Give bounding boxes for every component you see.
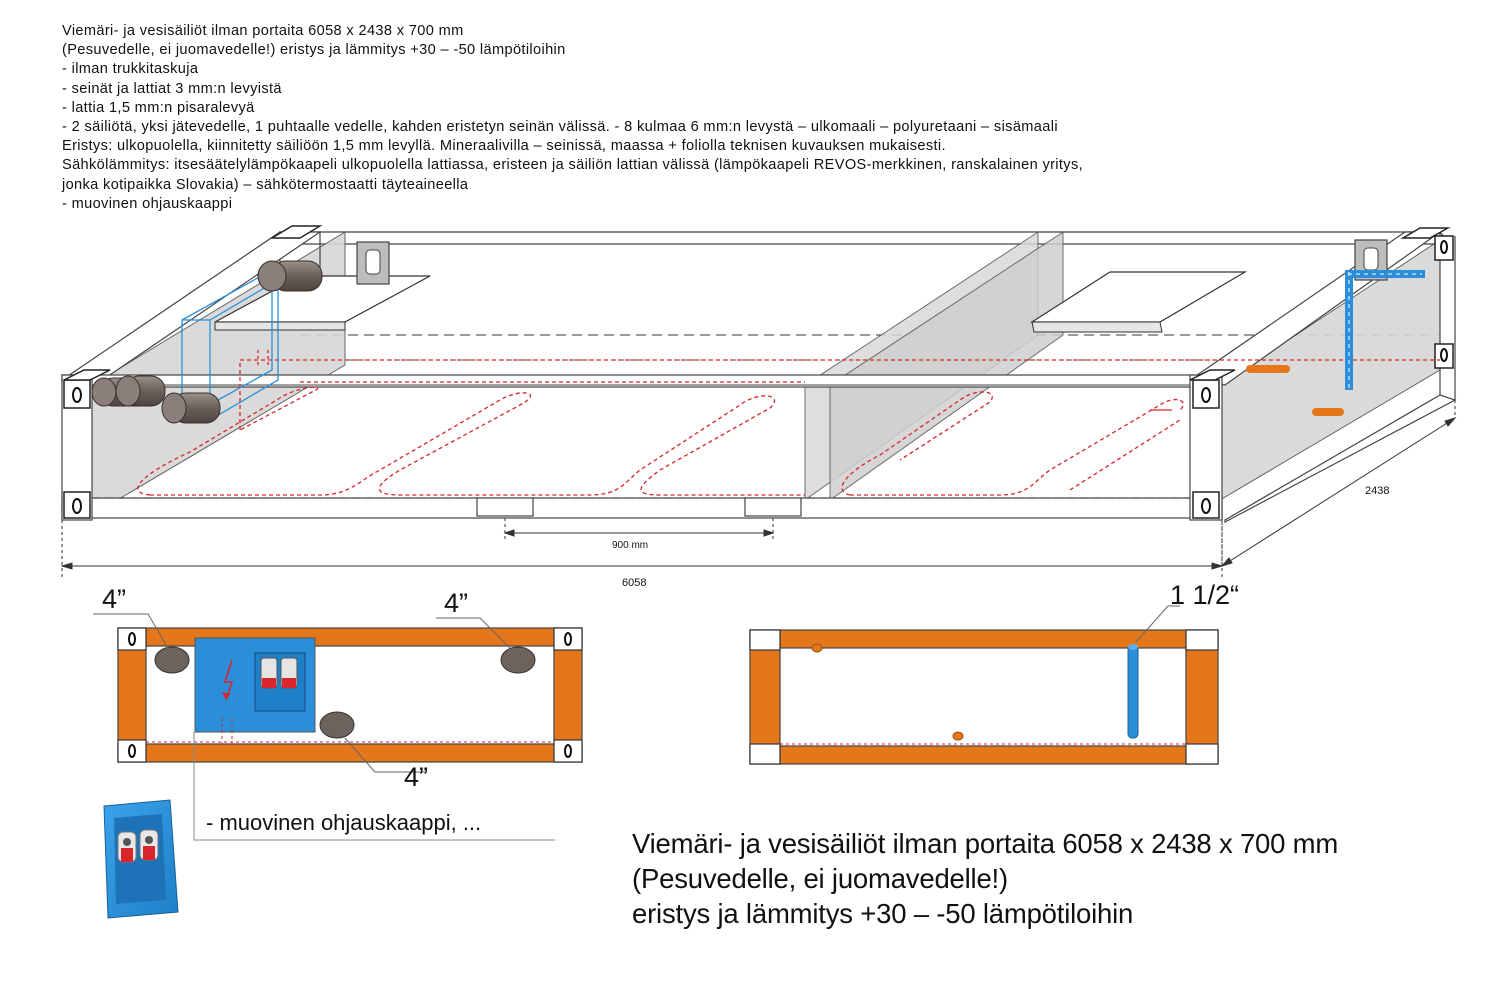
caption-line: Viemäri- ja vesisäiliöt ilman portaita 6058 x 2438 x 700 mm: [632, 828, 1339, 859]
spec-line: (Pesuvedelle, ei juomavedelle!) eristys ja lämmitys +30 – -50 lämpötiloihin: [62, 42, 566, 59]
spec-line: - ilman trukkitaskuja: [62, 61, 199, 78]
plan-view-clean-water-tank: [750, 580, 1239, 764]
spec-line: Sähkölämmitys: itsesäätelylämpökaapeli ulkopuolella lattiassa, eristeen ja säiliön lattian välissä (lämpökaapeli REVOS-merkkinen, ranskalainen yritys,: [62, 157, 1084, 174]
dimension-length: 6058: [622, 577, 647, 589]
outlet-4in-3: [320, 712, 354, 738]
spec-line: Eristys: ulkopuolella, kiinnitetty säiliöön 1,5 mm levyllä. Mineraalivilla – seinissä, maassa + foliolla teknisen kuvauksen mukaisesti.: [62, 138, 946, 155]
label-outlet-4in-top-right: 4”: [444, 588, 469, 618]
spec-line: - seinät ja lattiat 3 mm:n levyistä: [62, 80, 282, 97]
control-cabinet-photo: [104, 800, 178, 918]
dimension-width: 2438: [1365, 485, 1390, 497]
caption-line: eristys ja lämmitys +30 – -50 lämpötiloihin: [632, 898, 1134, 929]
spec-line: - muovinen ohjauskaappi: [62, 195, 233, 212]
spec-line: - 2 säiliötä, yksi jätevedelle, 1 puhtaalle vedelle, kahden eristetyn seinän välissä. - 8 kulmaa 6 mm:n levystä – ulkomaali – polyuretaani – sisämaali: [62, 119, 1058, 136]
isometric-container-view: [62, 226, 1455, 589]
outlet-4in-2: [501, 647, 535, 673]
control-box-label: - muovinen ohjauskaappi, ...: [206, 810, 482, 835]
inspection-hatch-right: [1032, 272, 1245, 322]
caption-line: (Pesuvedelle, ei juomavedelle!): [632, 863, 1008, 894]
divider-wall-2: [830, 232, 1063, 500]
outlet-4in-1: [155, 647, 189, 673]
dimension-spacing: 900 mm: [612, 540, 649, 551]
label-pipe-1-5in: 1 1/2“: [1170, 580, 1240, 610]
label-outlet-4in-top-left: 4”: [102, 584, 127, 614]
spec-line: jonka kotipaikka Slovakia) – sähkötermostaatti täyteaineella: [62, 176, 469, 193]
caption: [632, 826, 1338, 931]
label-outlet-4in-bottom: 4”: [404, 762, 429, 792]
spec-line: Viemäri- ja vesisäiliöt ilman portaita 6058 x 2438 x 700 mm: [62, 23, 464, 39]
riser-pipe-1-5in: [1128, 646, 1138, 738]
spec-line: - lattia 1,5 mm:n pisaralevyä: [62, 99, 255, 116]
